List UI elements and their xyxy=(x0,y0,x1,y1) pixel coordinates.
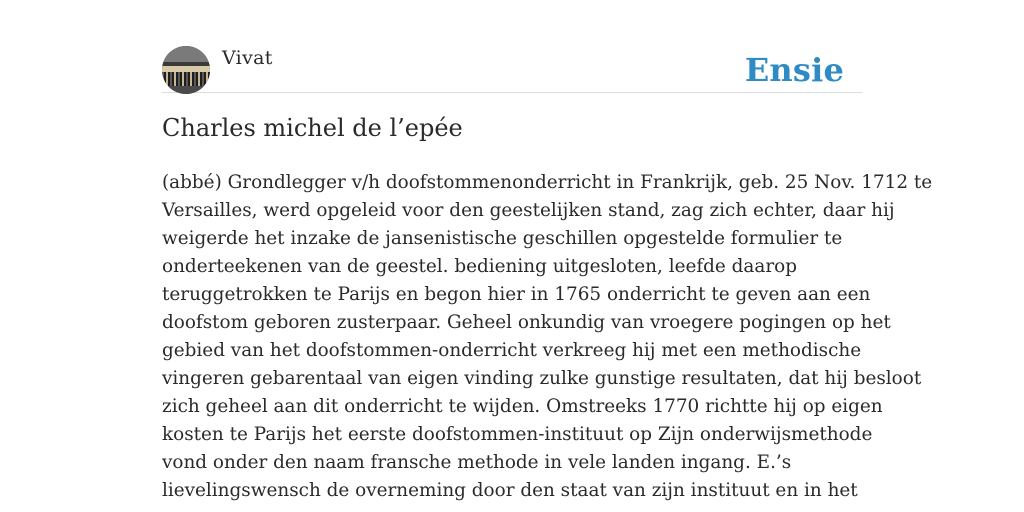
page-title: Charles michel de l’epée xyxy=(162,114,463,142)
body-line: weigerde het inzake de jansenistische geschillen opgestelde formulier te xyxy=(162,228,843,249)
article-body xyxy=(162,169,933,505)
body-line: vond onder den naam fransche methode in vele landen ingang. E.’s xyxy=(162,452,792,473)
body-line: kosten te Parijs het eerste doofstommen-instituut op Zijn onderwijsmethode xyxy=(162,424,873,445)
body-line: Versailles, werd opgeleid voor den geestelijken stand, zag zich echter, daar hij xyxy=(162,200,895,221)
bookshelf-photo-avatar-icon xyxy=(162,46,210,94)
body-line: onderteekenen van de geestel. bediening uitgesloten, leefde daarop xyxy=(162,256,797,277)
body-line: lievelingswensch de overneming door den staat van zijn instituut en in het xyxy=(162,480,858,501)
avatar[interactable] xyxy=(162,46,210,94)
brand-logo[interactable]: Ensie xyxy=(744,51,844,89)
body-line: (abbé) Grondlegger v/h doofstommenonderricht in Frankrijk, geb. 25 Nov. 1712 te xyxy=(162,172,933,193)
body-line: zich geheel aan dit onderricht te wijden. Omstreeks 1770 richtte hij op eigen xyxy=(162,396,883,417)
body-line: doofstom geboren zusterpaar. Geheel onkundig van vroegere pogingen op het xyxy=(162,312,891,333)
article-header xyxy=(162,46,862,93)
body-line: gebied van het doofstommen-onderricht verkreeg hij met een methodische xyxy=(162,340,862,361)
source-name[interactable]: Vivat xyxy=(222,47,273,69)
body-line: vingeren gebarentaal van eigen vinding zulke gunstige resultaten, dat hij besloot xyxy=(162,368,922,389)
body-line: teruggetrokken te Parijs en begon hier in 1765 onderricht te geven aan een xyxy=(162,284,871,305)
